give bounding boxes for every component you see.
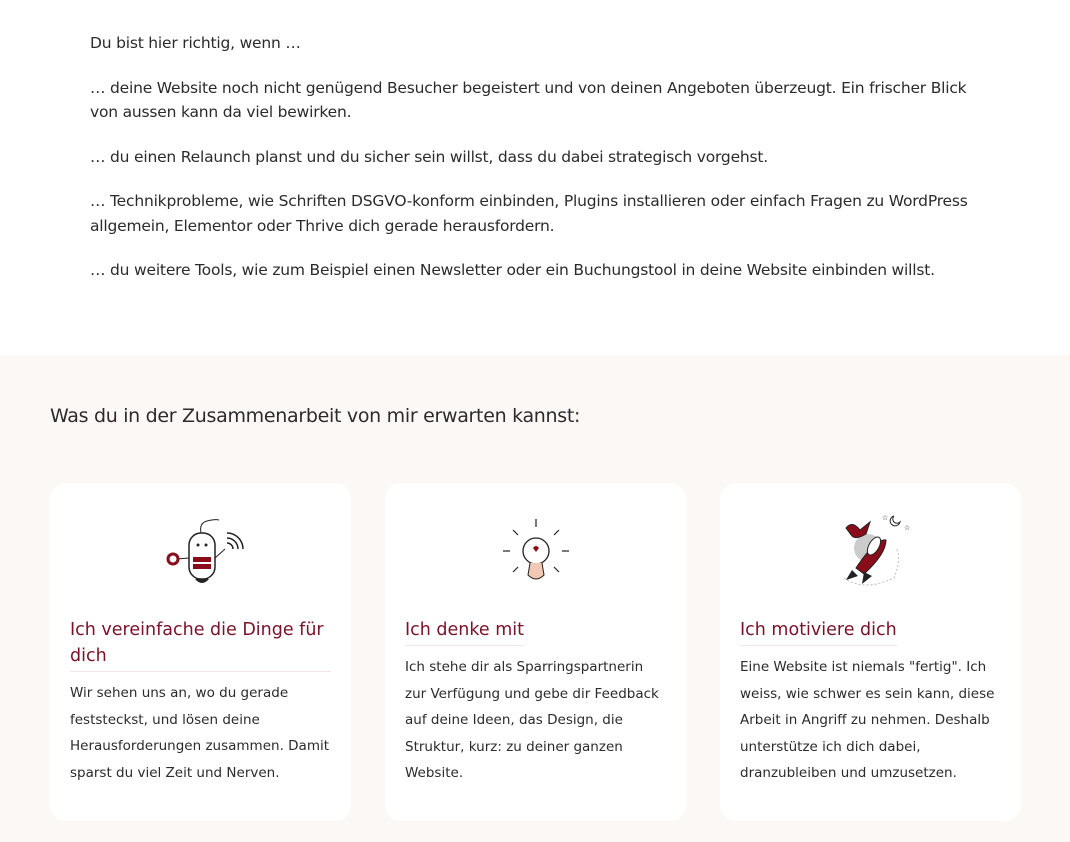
expectations-section [0, 355, 1070, 842]
card-text: Ich stehe dir als Sparringspartnerin zur Verfügung und gebe dir Feedback auf deine Ideen, das Design, die Struktur, kurz: zu deiner ganzen Website. [405, 659, 659, 781]
svg-text:☆: ☆ [881, 514, 888, 522]
section-title: Was du in der Zusammenarbeit von mir erwarten kannst: [50, 405, 581, 427]
intro-line: … deine Website noch nicht genügend Besucher begeistert und von deinen Angeboten überzeugt. Ein frischer Blick von aussen kann da viel bewirken. [90, 78, 967, 121]
card-motivate [720, 483, 1021, 821]
card-simplify [50, 483, 351, 821]
intro-line: … Technikprobleme, wie Schriften DSGVO-konform einbinden, Plugins installieren oder einfach Fragen zu WordPress allgemein, Elementor oder Thrive dich gerade herausfordern. [90, 192, 968, 235]
intro-line: … du weitere Tools, wie zum Beispiel einen Newsletter oder ein Buchungstool in deine Website einbinden willst. [90, 261, 935, 279]
intro-line: Du bist hier richtig, wenn … [90, 34, 301, 52]
robot-icon [70, 503, 331, 603]
svg-text:☆: ☆ [903, 524, 910, 532]
intro-section [0, 0, 1070, 355]
card-title: Ich vereinfache die Dinge für dich [70, 617, 331, 672]
lightbulb-icon [405, 503, 666, 603]
card-think [385, 483, 686, 821]
card-title: Ich motiviere dich [740, 617, 897, 646]
intro-line: … du einen Relaunch planst und du sicher sein willst, dass du dabei strategisch vorgehst. [90, 147, 769, 166]
card-title: Ich denke mit [405, 617, 524, 646]
card-text: Wir sehen uns an, wo du gerade feststeckst, und lösen deine Herausforderungen zusammen. Damit sparst du viel Zeit und Nerven. [70, 685, 330, 781]
rocket-icon [740, 503, 1001, 603]
card-text: Eine Website ist niemals "fertig". Ich weiss, wie schwer es sein kann, diese Arbeit in Angriff zu nehmen. Deshalb unterstütze ich dich dabei, dranzubleiben und umzusetzen. [740, 659, 995, 781]
